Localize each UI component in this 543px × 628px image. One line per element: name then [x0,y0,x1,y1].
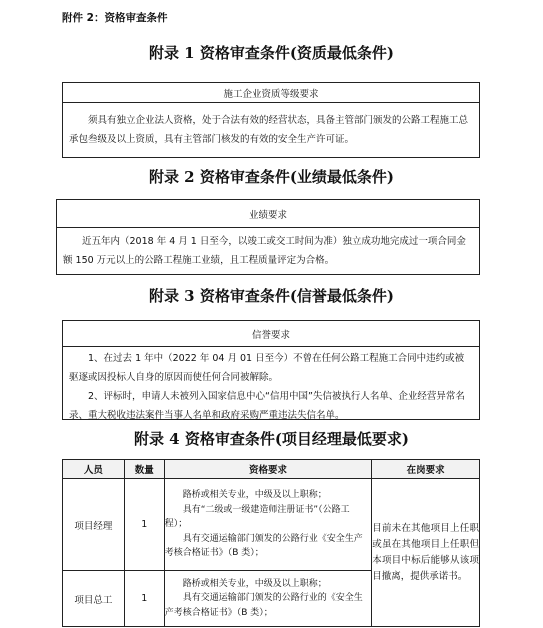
row-role: 项目经理 [63,479,125,571]
appendix2-body [57,228,479,270]
appendix2-box [56,199,480,275]
row-role: 项目总工 [63,571,125,627]
appendix2-box-title: 业绩要求 [57,200,479,228]
appendix1-text: 须具有独立企业法人资格，处于合法有效的经营状态，具备主管部门颁发的公路工程施工总承包叁级及以上资质，具有主管部门核发的有效的安全生产许可证。 [69,115,469,145]
requirement-line: 路桥或相关专业，中级及以上职称； [182,578,327,589]
table-header-row [63,460,480,479]
on-duty-requirement: 目前未在其他项目上任职或虽在其他项目上任职但本项目中标后能够从该项目撤离，提供承诺书。 [372,479,480,627]
appendix2-heading: 附录 2 资格审查条件(业绩最低条件) [148,168,395,186]
row-count: 1 [124,479,164,571]
requirement-line: 具有交通运输部门颁发的公路行业《安全生产考核合格证书》（B 类）； [164,533,363,559]
header-on-duty: 在岗要求 [372,460,480,479]
appendix1-body [63,103,479,149]
appendix4-heading: 附录 4 资格审查条件(项目经理最低要求) [133,430,410,448]
appendix1-box [62,82,480,158]
appendix3-body [63,347,479,425]
row-count: 1 [124,571,164,627]
header-count: 数量 [124,460,164,479]
appendix2-text: 近五年内（2018 年 4 月 1 日至今，以竣工或交工时间为准）独立成功地完成过一项合同金额 150 万元以上的公路工程施工业绩，且工程质量评定为合格。 [63,236,466,266]
personnel-table [62,459,480,627]
row-requirements [164,479,371,571]
row-requirements [164,571,371,627]
table-row [63,479,480,571]
appendix3-item-2: 2、评标时，申请人未被列入国家信息中心“信用中国”失信被执行人名单、企业经营异常名录、重大税收违法案件当事人名单和政府采购严重违法失信名单。 [69,391,465,421]
appendix3-box [62,320,480,420]
requirement-line: 路桥或相关专业，中级及以上职称； [182,490,327,501]
appendix3-heading: 附录 3 资格审查条件(信誉最低条件) [148,287,395,305]
appendix3-item-1: 1、在过去 1 年中（2022 年 04 月 01 日至今）不曾在任何公路工程施工合同中违约或被驱逐或因投标人自身的原因而使任何合同被解除。 [69,353,465,383]
header-requirements: 资格要求 [164,460,371,479]
appendix1-box-title: 施工企业资质等级要求 [63,83,479,103]
requirement-line: 具有“二级或一级建造师注册证书”（公路工程）； [164,504,350,530]
appendix1-heading: 附录 1 资格审查条件(资质最低条件) [148,44,395,62]
attachment-label: 附件 2：资格审查条件 [62,12,168,24]
requirement-line: 具有交通运输部门颁发的公路行业的《安全生产考核合格证书》（B 类）； [164,593,363,618]
header-role: 人员 [63,460,125,479]
appendix3-box-title: 信誉要求 [63,321,479,347]
